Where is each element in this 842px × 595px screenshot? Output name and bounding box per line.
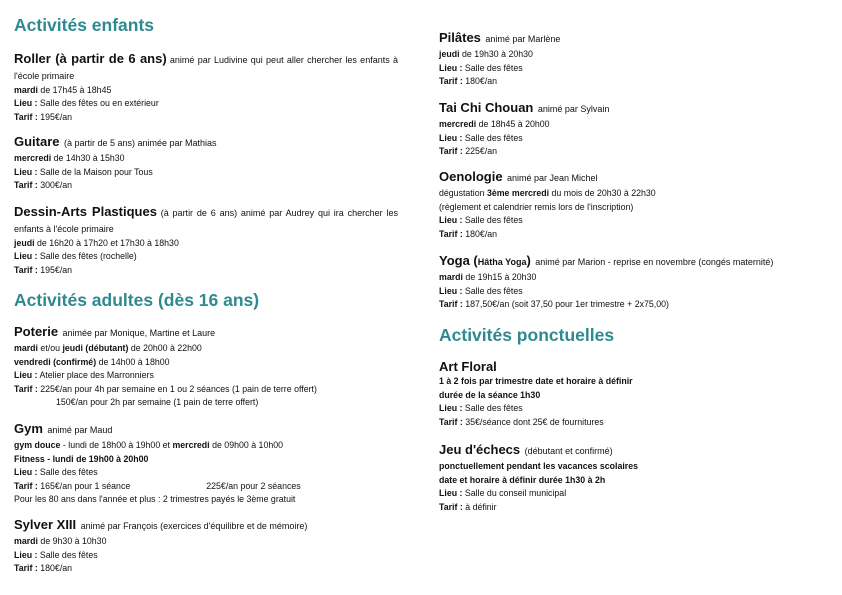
activity-tarif: Tarif : 225€/an pour 4h par semaine en 1 ou 2 séances (1 pain de terre offert)	[14, 383, 317, 394]
activity-lieu: Lieu : Salle des fêtes	[439, 285, 523, 296]
activity-name: Art Floral	[439, 359, 497, 374]
activity-pilates	[439, 29, 560, 89]
activity-tarif: Tarif : 180€/an	[439, 228, 498, 239]
heading-activites-ponctuelles: Activités ponctuelles	[439, 325, 615, 345]
activity-dessin	[14, 203, 398, 277]
activity-schedule: jeudi de 19h30 à 20h30	[439, 49, 533, 59]
activity-name: Oenologie	[439, 169, 503, 184]
activity-tarif: Tarif : à définir	[439, 501, 497, 512]
activity-schedule: dégustation 3ème mercredi du mois de 20h30 à 22h30	[439, 188, 656, 198]
activity-tarif: Tarif : 165€/an pour 1 séance 225€/an pour 2 séances	[14, 480, 301, 491]
activity-tarif: Tarif : 35€/séance dont 25€ de fournitures	[439, 416, 604, 427]
activity-schedule: ponctuellement pendant les vacances scolaires	[439, 461, 638, 471]
activity-art-floral	[439, 358, 633, 429]
activity-lieu: Lieu : Salle des fêtes	[439, 132, 523, 143]
activity-animator: animé par Marlène	[485, 34, 561, 44]
activity-name: Guitare	[14, 134, 60, 149]
activity-tarif: Tarif : 195€/an	[14, 111, 73, 122]
section-activites-adultes	[14, 289, 259, 311]
activity-animator: (à partir de 6 ans) animé par Audrey qui ira chercher les enfants à l'école primaire	[14, 208, 398, 234]
activity-animator: animé par Jean Michel	[507, 173, 598, 183]
activity-schedule: 1 à 2 fois par trimestre date et horaire à définir	[439, 376, 633, 386]
activity-tarif: Tarif : 187,50€/an (soit 37,50 pour 1er trimestre + 2x75,00)	[439, 299, 669, 310]
activity-animator: (débutant et confirmé)	[524, 446, 613, 456]
activity-animator: animé par Marion - reprise en novembre (congés maternité)	[535, 257, 774, 267]
activity-lieu: Lieu : Salle des fêtes	[439, 215, 523, 226]
activity-lieu: Lieu : Salle des fêtes (rochelle)	[14, 251, 137, 262]
activity-schedule: mardi de 17h45 à 18h45	[14, 84, 112, 95]
activity-tarif-2: 150€/an pour 2h par semaine (1 pain de terre offert)	[56, 397, 259, 408]
activity-schedule: jeudi de 16h20 à 17h20 et 17h30 à 18h30	[14, 237, 179, 248]
section-activites-ponctuelles	[439, 324, 614, 346]
activity-taichi	[439, 99, 609, 159]
activity-lieu: Lieu : Salle du conseil municipal	[439, 488, 567, 499]
activity-schedule: mercredi de 14h30 à 15h30	[14, 153, 125, 163]
activity-name: Tai Chi Chouan	[439, 100, 534, 115]
activity-schedule: mardi et/ou jeudi (débutant) de 20h00 à 22h00	[14, 343, 202, 353]
activity-schedule: mercredi de 18h45 à 20h00	[439, 119, 550, 129]
activity-schedule-2: Fitness - lundi de 19h00 à 20h00	[14, 453, 149, 464]
activity-yoga	[439, 252, 773, 312]
activity-name: Jeu d'échecs	[439, 442, 521, 457]
activity-tarif: Tarif : 180€/an	[14, 563, 73, 574]
activity-name: Yoga (Hâtha Yoga)	[439, 253, 531, 268]
activity-schedule: gym douce - lundi de 18h00 à 19h00 et mercredi de 09h00 à 10h00	[14, 440, 284, 450]
activity-lieu: Lieu : Salle des fêtes ou en extérieur	[14, 98, 159, 109]
activity-animator: (à partir de 5 ans) animée par Mathias	[63, 138, 217, 148]
section-activites-enfants	[14, 14, 154, 36]
activity-animator: animée par Monique, Martine et Laure	[62, 328, 216, 338]
activity-sylver	[14, 516, 307, 576]
activity-oenologie	[439, 168, 656, 241]
activity-name: Pilâtes	[439, 30, 481, 45]
heading-activites-enfants: Activités enfants	[14, 15, 155, 35]
activity-tarif: Tarif : 180€/an	[439, 76, 498, 87]
activity-echecs	[439, 441, 638, 514]
activity-lieu: Lieu : Atelier place des Marronniers	[14, 370, 154, 381]
activity-note: (règlement et calendrier remis lors de l'inscription)	[439, 201, 634, 212]
activity-name: Roller (à partir de 6 ans)	[14, 51, 167, 66]
activity-lieu: Lieu : Salle des fêtes	[439, 62, 523, 73]
activity-animator: animé par Maud	[47, 425, 113, 435]
activity-animator: animé par Sylvain	[537, 104, 610, 114]
activity-animator: animé par François (exercices d'équilibre et de mémoire)	[80, 521, 308, 531]
activity-lieu: Lieu : Salle des fêtes	[14, 549, 98, 560]
activity-tarif: Tarif : 225€/an	[439, 146, 498, 157]
activity-lieu: Lieu : Salle de la Maison pour Tous	[14, 166, 153, 177]
activity-tarif: Tarif : 195€/an	[14, 264, 73, 275]
activity-roller	[14, 50, 398, 124]
activity-name: Dessin-Arts Plastiques	[14, 204, 157, 219]
activity-duration: durée de la séance 1h30	[439, 389, 541, 400]
heading-activites-adultes: Activités adultes (dès 16 ans)	[14, 290, 260, 310]
activity-tarif-note: Pour les 80 ans dans l'année et plus : 2 trimestres payés le 3ème gratuit	[14, 494, 296, 505]
activity-schedule: mardi de 9h30 à 10h30	[14, 536, 107, 546]
activity-lieu: Lieu : Salle des fêtes	[14, 467, 98, 478]
activity-name: Sylver XIII	[14, 517, 77, 532]
activity-name: Poterie	[14, 324, 59, 339]
activity-guitare	[14, 133, 217, 193]
activity-schedule-2: vendredi (confirmé) de 14h00 à 18h00	[14, 356, 170, 367]
activity-schedule: mardi de 19h15 à 20h30	[439, 272, 537, 282]
activity-tarif: Tarif : 300€/an	[14, 180, 73, 191]
activity-duration: date et horaire à définir durée 1h30 à 2h	[439, 474, 606, 485]
activity-name: Gym	[14, 421, 43, 436]
activity-poterie	[14, 323, 317, 410]
activity-animator: animé par Ludivine qui peut aller chercher les enfants à l'école primaire	[14, 55, 398, 81]
activity-lieu: Lieu : Salle des fêtes	[439, 403, 523, 414]
activity-gym	[14, 420, 301, 507]
